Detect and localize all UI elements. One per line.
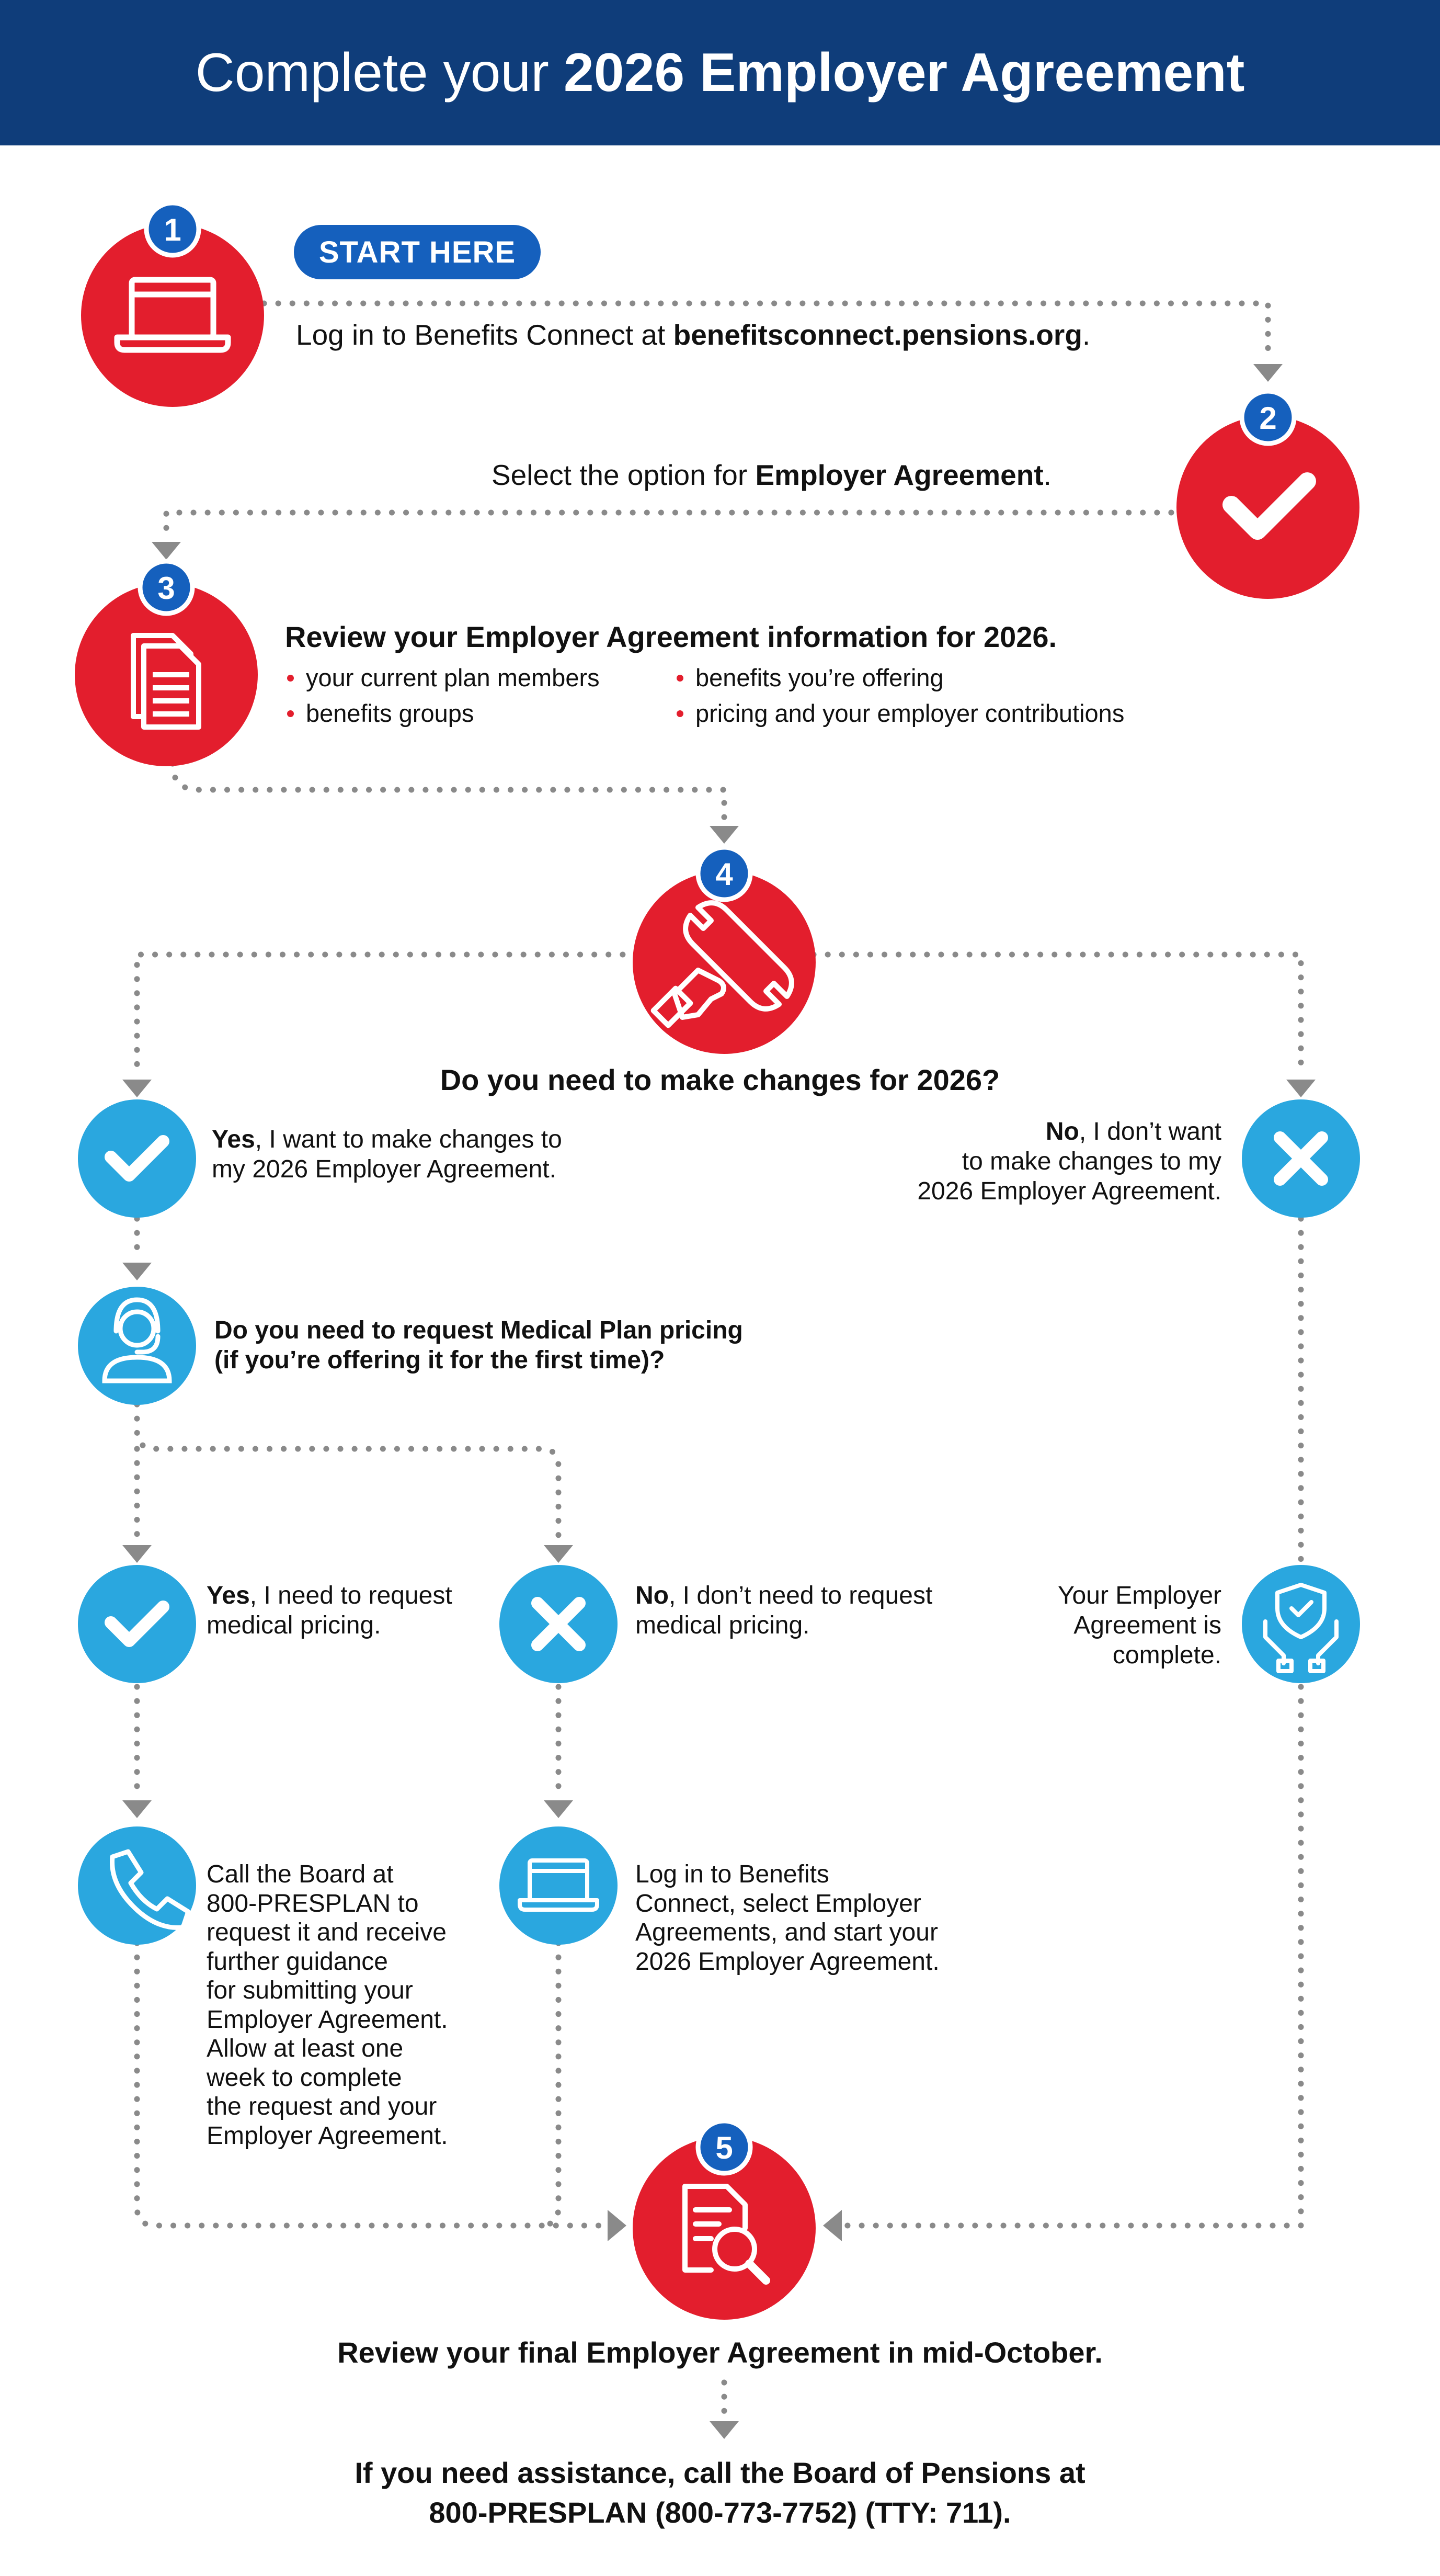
documents-icon [133,636,199,727]
footer-assistance: If you need assistance, call the Board of Pensions at 800-PRESPLAN (800-773-7752) (TTY: 711). [355,2456,1085,2529]
yes-medical-text: Yes, I need to request medical pricing. [207,1582,452,1639]
medical-question-text: Do you need to request Medical Plan pricing (if you’re offering it for the first time)? [214,1317,743,1374]
header-title-regular: Complete your [195,42,549,103]
step-4-question: Do you need to make changes for 2026? [440,1063,1000,1096]
yes-changes-text: Yes, I want to make changes to my 2026 Employer Agreement. [212,1126,562,1183]
no-changes-node [1242,1099,1360,1218]
badge-4: 4 [715,857,733,892]
badge-3: 3 [157,571,175,606]
list-item: benefits groups [285,696,600,731]
yes-changes-node [78,1099,196,1218]
no-changes-text: No, I don’t want to make changes to my 2026 Employer Agreement. [917,1118,1221,1205]
call-board-text: Call the Board at 800-PRESPLAN to request it and receive further guidance for submitting your Employer Agreement. Allow at least one week to complete the request and your Employer Agreement. [207,1860,448,2150]
no-medical-text: No, I don’t need to request medical pricing. [635,1582,933,1639]
yes-medical-node [78,1565,196,1683]
badge-5: 5 [715,2130,733,2165]
connector-4-no [814,955,1301,1075]
no-medical-node [499,1565,618,1683]
connector-login-5 [540,1943,558,2226]
step-2-text: Select the option for Employer Agreement. [492,459,1052,491]
step-4 [633,847,816,1054]
benefits-connect-link[interactable]: benefitsconnect.pensions.org [673,319,1082,351]
connector-medical-split [137,1404,558,1543]
step-1-text: Log in to Benefits Connect at benefitsconnect.pensions.org. [296,319,1091,351]
footer-phone[interactable]: 800-PRESPLAN (800-773-7752) (TTY: 711). [429,2496,1011,2529]
step-5 [633,2121,816,2320]
login-node [499,1826,618,1945]
medical-question-node [78,1287,196,1405]
list-item: your current plan members [285,660,600,696]
list-item: pricing and your employer contributions [675,696,1124,731]
connector-3-4 [173,764,724,824]
step-3 [75,561,258,766]
connector-4-yes [137,955,637,1075]
connector-2-3 [166,513,1171,539]
complete-node [1242,1565,1360,1683]
step-3-bullets-right [675,660,1124,731]
header-title-bold: 2026 Employer Agreement [563,42,1245,103]
start-here-badge: START HERE [294,225,541,279]
step-2 [1176,391,1359,599]
step-3-bullets-left [285,660,600,731]
call-node [78,1826,196,1945]
complete-text: Your Employer Agreement is complete. [1057,1582,1221,1669]
list-item: benefits you’re offering [675,660,1124,696]
badge-2: 2 [1259,401,1277,436]
step-3-heading: Review your Employer Agreement information for 2026. [285,620,1057,653]
step-5-text: Review your final Employer Agreement in mid-October. [337,2336,1103,2369]
login-again-text: Log in to Benefits Connect, select Employer Agreements, and start your 2026 Employer Agreement. [635,1860,940,1976]
badge-1: 1 [164,212,181,247]
step-1 [81,203,264,407]
